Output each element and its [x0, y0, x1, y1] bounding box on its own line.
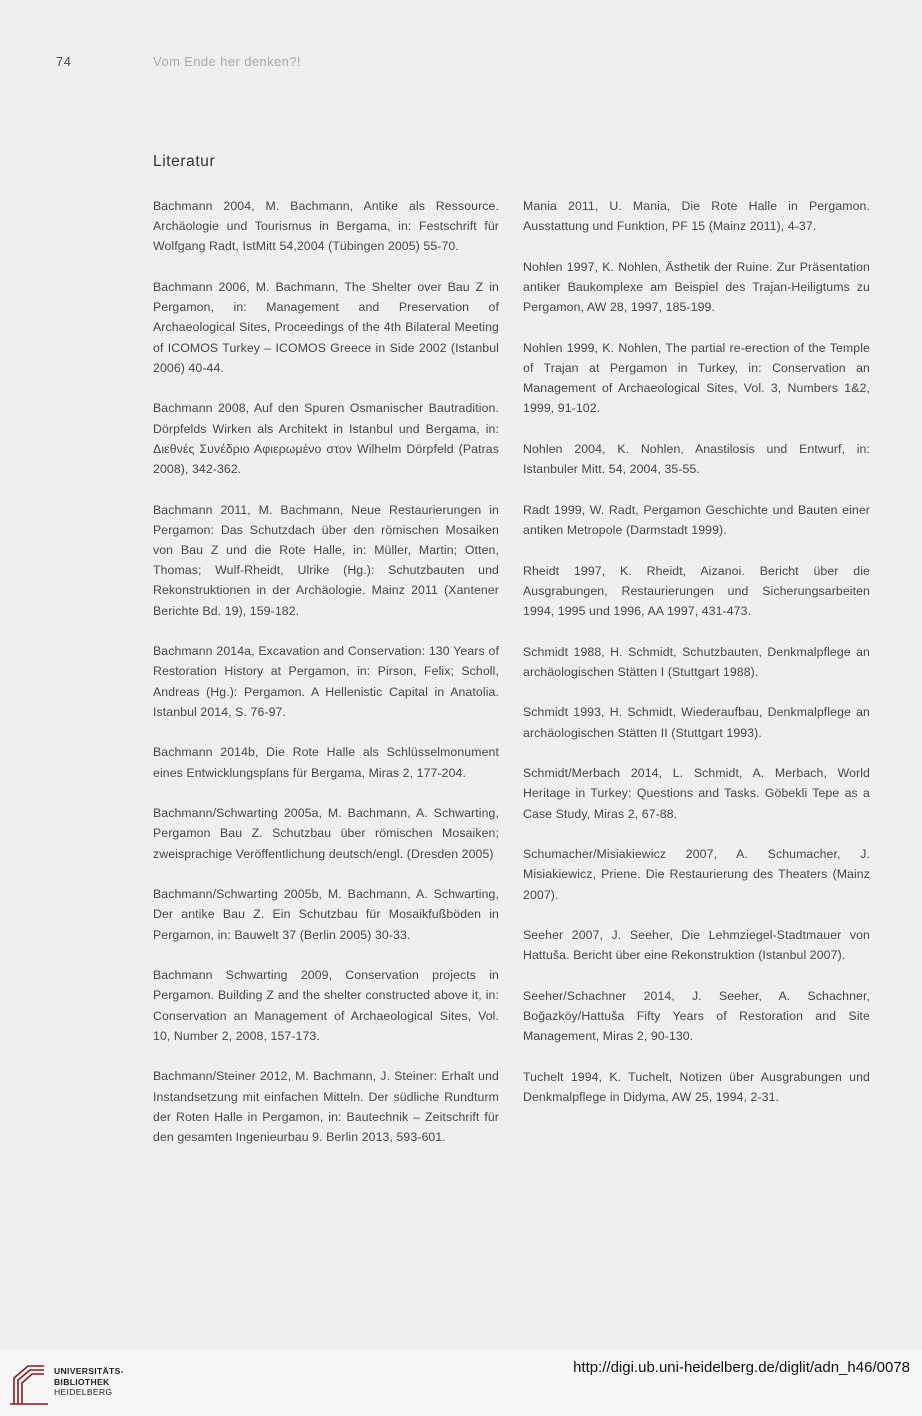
digitization-url-link[interactable]: http://digi.ub.uni-heidelberg.de/diglit/adn_h46/0078	[573, 1359, 910, 1376]
reference-entry: Bachmann 2004, M. Bachmann, Antike als Ressource. Archäologie und Tourismus in Bergama, in: Festschrift für Wolfgang Radt, IstMitt 54,2004 (Tübingen 2005) 55-70.	[153, 199, 499, 254]
reference-entry: Nohlen 2004, K. Nohlen, Anastilosis und Entwurf, in: Istanbuler Mitt. 54, 2004, 35-55.	[523, 442, 870, 477]
reference-entry: Bachmann Schwarting 2009, Conservation projects in Pergamon. Building Z and the shelter constructed above it, in: Conservation an Management of Archaeological Sites, Vol. 10, Number 2, 2008, 157-173.	[153, 968, 499, 1043]
reference-entry: Seeher/Schachner 2014, J. Seeher, A. Schachner, Boğazköy/Hattuša Fifty Years of Restoration and Site Management, Miras 2, 90-130.	[523, 988, 870, 1044]
reference-entry: Bachmann/Steiner 2012, M. Bachmann, J. Steiner: Erhalt und Instandsetzung mit einfachen Mitteln. Der südliche Rundturm der Roten Halle in Pergamon, in: Bautechnik – Zeitschrift für den gesamten Ingenieurbau 9. Berlin 2013, 593-601.	[153, 1069, 499, 1145]
page-number: 74	[56, 54, 72, 69]
section-title: Literatur	[153, 153, 216, 170]
reference-entry: Schmidt 1988, H. Schmidt, Schutzbauten, Denkmalpflege an archäologischen Stätten I (Stuttgart 1988).	[523, 644, 870, 679]
logo-line-1: UNIVERSITÄTS-	[54, 1366, 124, 1376]
references-left-column	[153, 196, 499, 1168]
reference-entry: Bachmann 2014b, Die Rote Halle als Schlüsselmonument eines Entwicklungsplans für Bergama, Miras 2, 177-204.	[153, 745, 499, 780]
references-right-column	[523, 196, 870, 1128]
reference-entry: Nohlen 1997, K. Nohlen, Ästhetik der Ruine. Zur Präsentation antiker Baukomplexe am Beispiel des Trajan-Heiligtums zu Pergamon, AW 28, 1997, 185-199.	[523, 259, 870, 315]
reference-entry: Bachmann 2008, Auf den Spuren Osmanischer Bautradition. Dörpfelds Wirken als Architekt in Istanbul und Bergama, in: Διεθνές Συνέδριο Αφιερωμένο στον Wilhelm Dörpfeld (Patras 2008), 342-362.	[153, 401, 499, 477]
logo-line-2: BIBLIOTHEK	[54, 1376, 110, 1387]
library-footer	[0, 1350, 922, 1416]
running-title: Vom Ende her denken?!	[153, 54, 301, 69]
reference-entry: Schmidt 1993, H. Schmidt, Wiederaufbau, Denkmalpflege an archäologischen Stätten II (Stuttgart 1993).	[523, 705, 870, 740]
reference-entry: Seeher 2007, J. Seeher, Die Lehmziegel-Stadtmauer von Hattuša. Bericht über eine Rekonstruktion (Istanbul 2007).	[523, 928, 870, 963]
reference-entry: Bachmann 2011, M. Bachmann, Neue Restaurierungen in Pergamon: Das Schutzdach über den römischen Mosaiken von Bau Z und die Rote Halle, in: Müller, Martin; Otten, Thomas; Wulf-Rheidt, Ulrike (Hg.): Schutzbauten und Rekonstruktionen in der Archäologie. Mainz 2011 (Xantener Berichte Bd. 19), 159-182.	[153, 502, 499, 618]
reference-entry: Mania 2011, U. Mania, Die Rote Halle in Pergamon. Ausstattung und Funktion, PF 15 (Mainz 2011), 4-37.	[523, 199, 870, 234]
university-library-logo-icon	[8, 1360, 50, 1406]
reference-entry: Bachmann 2014a, Excavation and Conservation: 130 Years of Restoration History at Pergamon, in: Pirson, Felix; Scholl, Andreas (Hg.): Pergamon. A Hellenistic Capital in Anatolia. Istanbul 2014, S. 76-97.	[153, 644, 499, 719]
reference-entry: Radt 1999, W. Radt, Pergamon Geschichte und Bauten einer antiken Metropole (Darmstadt 1999).	[523, 502, 870, 537]
reference-entry: Schumacher/Misiakiewicz 2007, A. Schumacher, J. Misiakiewicz, Priene. Die Restaurierung des Theaters (Mainz 2007).	[523, 847, 870, 902]
reference-entry: Bachmann 2006, M. Bachmann, The Shelter over Bau Z in Pergamon, in: Management and Preservation of Archaeological Sites, Proceedings of the 4th Bilateral Meeting of ICOMOS Turkey – ICOMOS Greece in Side 2002 (Istanbul 2006) 40-44.	[153, 280, 499, 375]
reference-entry: Nohlen 1999, K. Nohlen, The partial re-erection of the Temple of Trajan at Pergamon in Turkey, in: Conservation an Management of Archaeological Sites, Vol. 3, Numbers 1&2, 1999, 91-102.	[523, 340, 870, 416]
reference-entry: Schmidt/Merbach 2014, L. Schmidt, A. Merbach, World Heritage in Turkey: Questions and Tasks. Göbekli Tepe as a Case Study, Miras 2, 67-88.	[523, 766, 870, 821]
reference-entry: Tuchelt 1994, K. Tuchelt, Notizen über Ausgrabungen und Denkmalpflege in Didyma, AW 25, 1994, 2-31.	[523, 1069, 870, 1105]
reference-entry: Rheidt 1997, K. Rheidt, Aizanoi. Bericht über die Ausgrabungen, Restaurierungen und Sicherungsarbeiten 1994, 1995 und 1996, AA 1997, 431-473.	[523, 563, 870, 618]
reference-entry: Bachmann/Schwarting 2005a, M. Bachmann, A. Schwarting, Pergamon Bau Z. Schutzbau über römischen Mosaiken; zweisprachige Veröffentlichung deutsch/engl. (Dresden 2005)	[153, 806, 499, 861]
reference-entry: Bachmann/Schwarting 2005b, M. Bachmann, A. Schwarting, Der antike Bau Z. Ein Schutzbau für Mosaikfußböden in Pergamon, in: Bauwelt 37 (Berlin 2005) 30-33.	[153, 887, 499, 942]
logo-line-3: HEIDELBERG	[54, 1387, 113, 1397]
library-logo-text	[54, 1366, 124, 1398]
